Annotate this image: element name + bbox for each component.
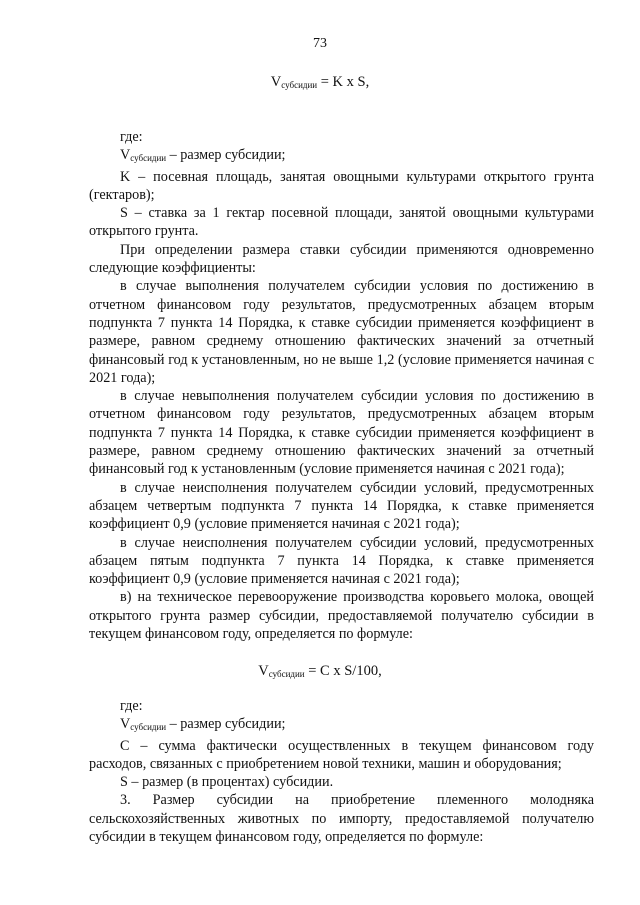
paragraph-item-v: в) на техническое перевооружение производства коровьего молока, овощей открытого грунта размер субсидии, предоставляемой получателю субсидии в текущем финансовом году, определяется по формуле: [89, 589, 594, 643]
v-definition: – размер субсидии; [166, 716, 286, 733]
definition-s: S – размер (в процентах) субсидии. [120, 774, 334, 791]
paragraph-case-fifth-clause: в случае неисполнения получателем субсидии условий, предусмотренных абзацем пятым подпункта 7 пункта 14 Порядка, к ставке применяется коэффициент 0,9 (условие применяется начиная с 2021 года); [89, 534, 594, 588]
page-number: 73 [313, 36, 327, 51]
v-symbol: V [120, 147, 131, 164]
paragraph-case-fulfilled: в случае выполнения получателем субсидии условия по достижению в отчетном финансовом году результатов, предусмотренных абзацем вторым подпункта 7 пункта 14 Порядка, к ставке субсидии применяется коэффициент в размере, равном среднему отношению фактических значений за отчетный финансовый год к установленным, но не выше 1,2 (условие применяется начиная с 2021 года); [89, 278, 594, 386]
v-subscript: субсидии [130, 722, 167, 733]
formula-variable: V [270, 74, 282, 90]
v-symbol: V [120, 716, 131, 733]
definition-s: S – ставка за 1 гектар посевной площади, занятой овощными культурами открытого грунта. [89, 205, 594, 240]
paragraph-case-not-fulfilled: в случае невыполнения получателем субсидии условия по достижению в отчетном финансовом году результатов, предусмотренных абзацем вторым подпункта 7 пункта 14 Порядка, к ставке субсидии применяется коэффициент в размере, равном среднему отношению фактических значений за отчетный финансовый год к установленным (условие применяется начиная с 2021 года); [89, 388, 594, 478]
v-definition: – размер субсидии; [166, 147, 286, 164]
formula-subscript: субсидии [268, 669, 305, 679]
formula-expression: = C x S/100, [304, 663, 382, 679]
formula-subscript: субсидии [281, 80, 318, 90]
v-subscript: субсидии [130, 153, 167, 164]
definition-v [89, 146, 594, 167]
formula-subsidy-area [0, 74, 640, 91]
paragraph-coefficients-intro: При определении размера ставки субсидии применяются одновременно следующие коэффициенты: [89, 241, 594, 277]
where-label: где: [120, 129, 143, 145]
definition-c: C – сумма фактически осуществленных в текущем финансовом году расходов, связанных с приобретением новой техники, машин и оборудования; [89, 737, 594, 772]
formula-variable: V [258, 663, 269, 679]
definition-k: K – посевная площадь, занятая овощными культурами открытого грунта (гектаров); [89, 168, 594, 203]
where-label: где: [120, 698, 143, 714]
paragraph-item-3: 3. Размер субсидии на приобретение племенного молодняка сельскохозяйственных животных по импорту, предоставляемой получателю субсидии в текущем финансовом году, определяется по формуле: [89, 792, 594, 846]
formula-subsidy-equipment [0, 663, 640, 680]
definitions-block-1 [89, 128, 594, 643]
paragraph-case-fourth-clause: в случае неисполнения получателем субсидии условий, предусмотренных абзацем четвертым подпункта 7 пункта 14 Порядка, к ставке применяется коэффициент 0,9 (условие применяется начиная с 2021 года); [89, 479, 594, 533]
definition-v [89, 715, 594, 736]
definitions-block-2 [89, 697, 594, 846]
formula-expression: = K x S, [317, 74, 370, 90]
